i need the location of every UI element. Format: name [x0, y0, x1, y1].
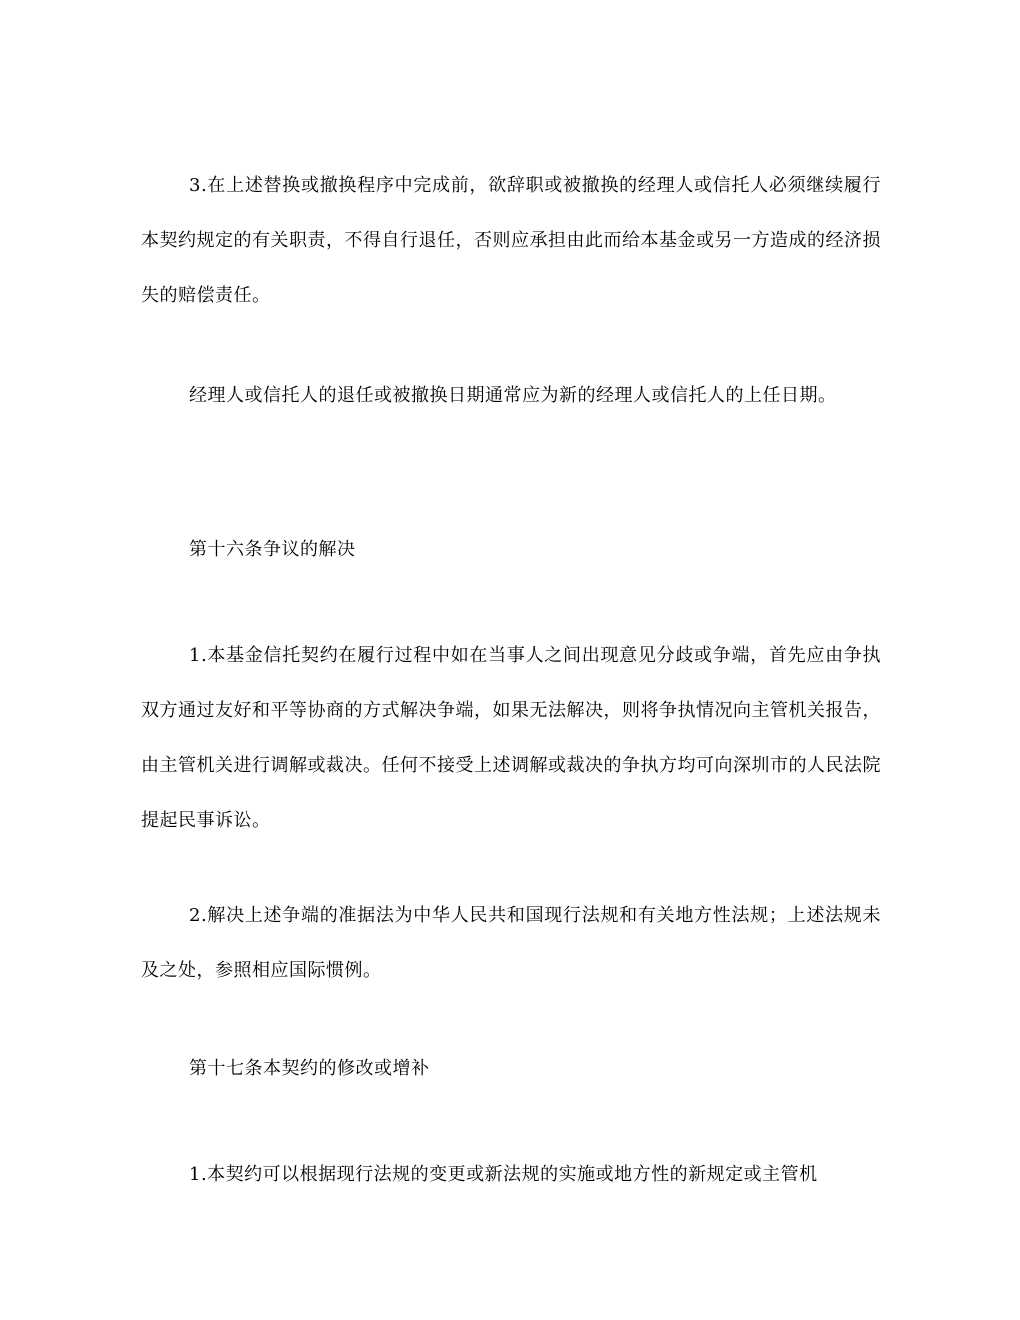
paragraph-governing-law: 2.解决上述争端的准据法为中华人民共和国现行法规和有关地方性法规；上述法规未及之处，参照相应国际惯例。	[141, 905, 881, 981]
paragraph-resignation-duties: 3.在上述替换或撤换程序中完成前，欲辞职或被撤换的经理人或信托人必须继续履行本契约规定的有关职责，不得自行退任，否则应承担由此而给本基金或另一方造成的经济损失的赔偿责任。	[141, 175, 881, 306]
paragraph-resignation-date: 经理人或信托人的退任或被撤换日期通常应为新的经理人或信托人的上任日期。	[189, 385, 837, 406]
paragraph-amendment: 1.本契约可以根据现行法规的变更或新法规的实施或地方性的新规定或主管机	[189, 1164, 818, 1185]
section-heading-article-17: 第十七条本契约的修改或增补	[189, 1058, 430, 1079]
paragraph-dispute-resolution: 1.本基金信托契约在履行过程中如在当事人之间出现意见分歧或争端，首先应由争执双方通过友好和平等协商的方式解决争端，如果无法解决，则将争执情况向主管机关报告，由主管机关进行调解或裁决。任何不接受上述调解或裁决的争执方均可向深圳市的人民法院提起民事诉讼。	[141, 645, 881, 831]
section-heading-article-16: 第十六条争议的解决	[189, 539, 356, 560]
